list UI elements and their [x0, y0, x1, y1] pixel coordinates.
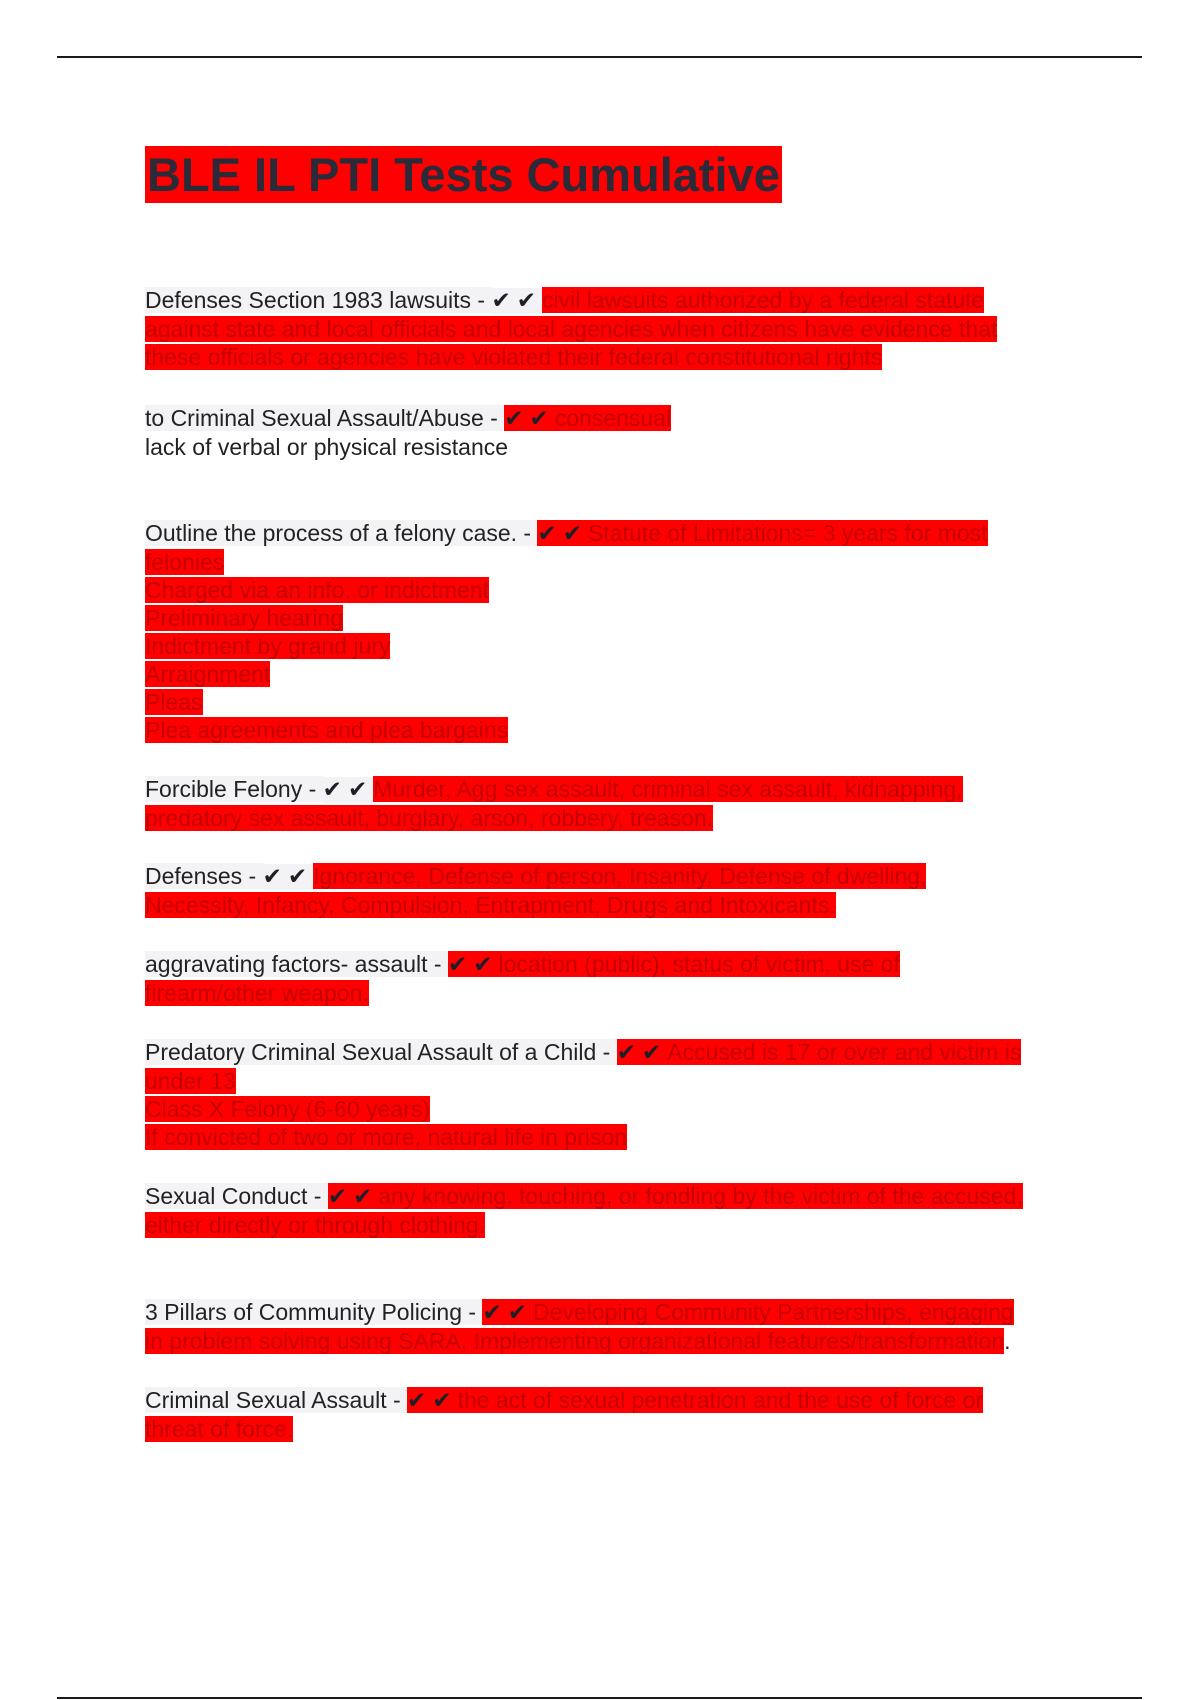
- flashcard-entry: [145, 950, 1080, 1007]
- card-answer: these officials or agencies have violated their federal constitutional rights: [145, 344, 883, 370]
- card-term: aggravating factors- assault -: [145, 951, 448, 977]
- flashcard-entry: [145, 519, 1080, 744]
- card-answer: consensual: [554, 405, 672, 431]
- card-term: Predatory Criminal Sexual Assault of a Child -: [145, 1039, 617, 1065]
- card-term: Forcible Felony -: [145, 776, 323, 802]
- card-answer: felonies: [145, 549, 225, 575]
- checkmark-icon: ✔✔: [491, 288, 543, 314]
- document-title: BLE IL PTI Tests Cumulative: [147, 148, 780, 201]
- footer-rule: [57, 1697, 1142, 1699]
- checkmark-icon: ✔✔: [537, 521, 589, 547]
- card-answer: Arraignment: [145, 661, 271, 687]
- card-note: lack of verbal or physical resistance: [145, 434, 509, 460]
- card-answer: Statute of Limitations= 3 years for most: [588, 520, 988, 546]
- card-answer: civil lawsuits authorized by a federal statute: [542, 287, 985, 313]
- flashcard-entry: [145, 286, 1080, 371]
- checkmark-icon: ✔✔: [482, 1300, 533, 1326]
- flashcard-entry: [145, 1298, 1080, 1355]
- card-answer: predatory sex assault, burglary, arson, robbery, treason.: [145, 805, 714, 831]
- card-term: to Criminal Sexual Assault/Abuse -: [145, 405, 505, 431]
- card-term: Sexual Conduct -: [145, 1183, 328, 1209]
- flashcard-entry: [145, 862, 1080, 919]
- card-answer: against state and local officials and local agencies when citizens have evidence that: [145, 316, 998, 342]
- card-term: Defenses -: [145, 863, 263, 889]
- checkmark-icon: ✔✔: [447, 952, 499, 978]
- card-answer: the act of sexual penetration and the use of force or: [457, 1387, 984, 1413]
- flashcard-entry: [145, 775, 1080, 832]
- flashcard-entry: [145, 404, 1080, 461]
- card-answer: location (public), status of victim, use of: [498, 951, 900, 977]
- card-answer: Pleas: [145, 689, 203, 715]
- card-answer: If convicted of two or more, natural life in prison: [145, 1124, 627, 1150]
- trailing-period: .: [1004, 1328, 1011, 1354]
- flashcard-entry: [145, 1038, 1080, 1151]
- card-answer: threat of force.: [145, 1416, 294, 1442]
- card-term: Defenses Section 1983 lawsuits -: [145, 287, 492, 313]
- card-answer: Murder, Agg sex assault, criminal sex assault, kidnapping,: [373, 776, 963, 802]
- checkmark-icon: ✔✔: [262, 864, 314, 890]
- card-term: Criminal Sexual Assault -: [145, 1387, 408, 1413]
- checkmark-icon: ✔✔: [322, 777, 374, 803]
- card-answer: Charged via an info. or indictment: [145, 577, 489, 603]
- card-answer: Plea agreements and plea bargains: [145, 717, 509, 743]
- card-answer: under 13: [145, 1068, 236, 1094]
- checkmark-icon: ✔✔: [616, 1040, 668, 1066]
- header-rule: [57, 56, 1142, 58]
- card-answer: Class X Felony (6-60 years): [145, 1096, 431, 1122]
- card-answer: Ignorance, Defense of person, Insanity, Defense of dwelling,: [313, 863, 927, 889]
- card-term: Outline the process of a felony case. -: [145, 520, 538, 546]
- card-answer: firearm/other weapon.: [145, 980, 369, 1006]
- card-answer: Developing Community Partnerships, engaging: [533, 1299, 1014, 1325]
- card-answer: Preliminary hearing: [145, 605, 344, 631]
- card-answer: Accused is 17 or over and victim is: [667, 1039, 1022, 1065]
- card-answer: either directly or through clothing.: [145, 1212, 486, 1238]
- checkmark-icon: ✔✔: [327, 1184, 379, 1210]
- card-answer: in problem solving using SARA, Implementing organizational features/transformation: [145, 1328, 1005, 1354]
- card-answer: any knowing, touching, or fondling by the victim of the accused,: [378, 1183, 1023, 1209]
- flashcard-entry: [145, 1386, 1080, 1443]
- checkmark-icon: ✔✔: [504, 406, 555, 432]
- card-term: 3 Pillars of Community Policing -: [145, 1299, 483, 1325]
- card-answer: Indictment by grand jury: [145, 633, 391, 659]
- card-answer: Necessity, Infancy, Compulsion, Entrapment, Drugs and Intoxicants.: [145, 892, 836, 918]
- flashcard-entry: [145, 1182, 1080, 1239]
- checkmark-icon: ✔✔: [407, 1388, 458, 1414]
